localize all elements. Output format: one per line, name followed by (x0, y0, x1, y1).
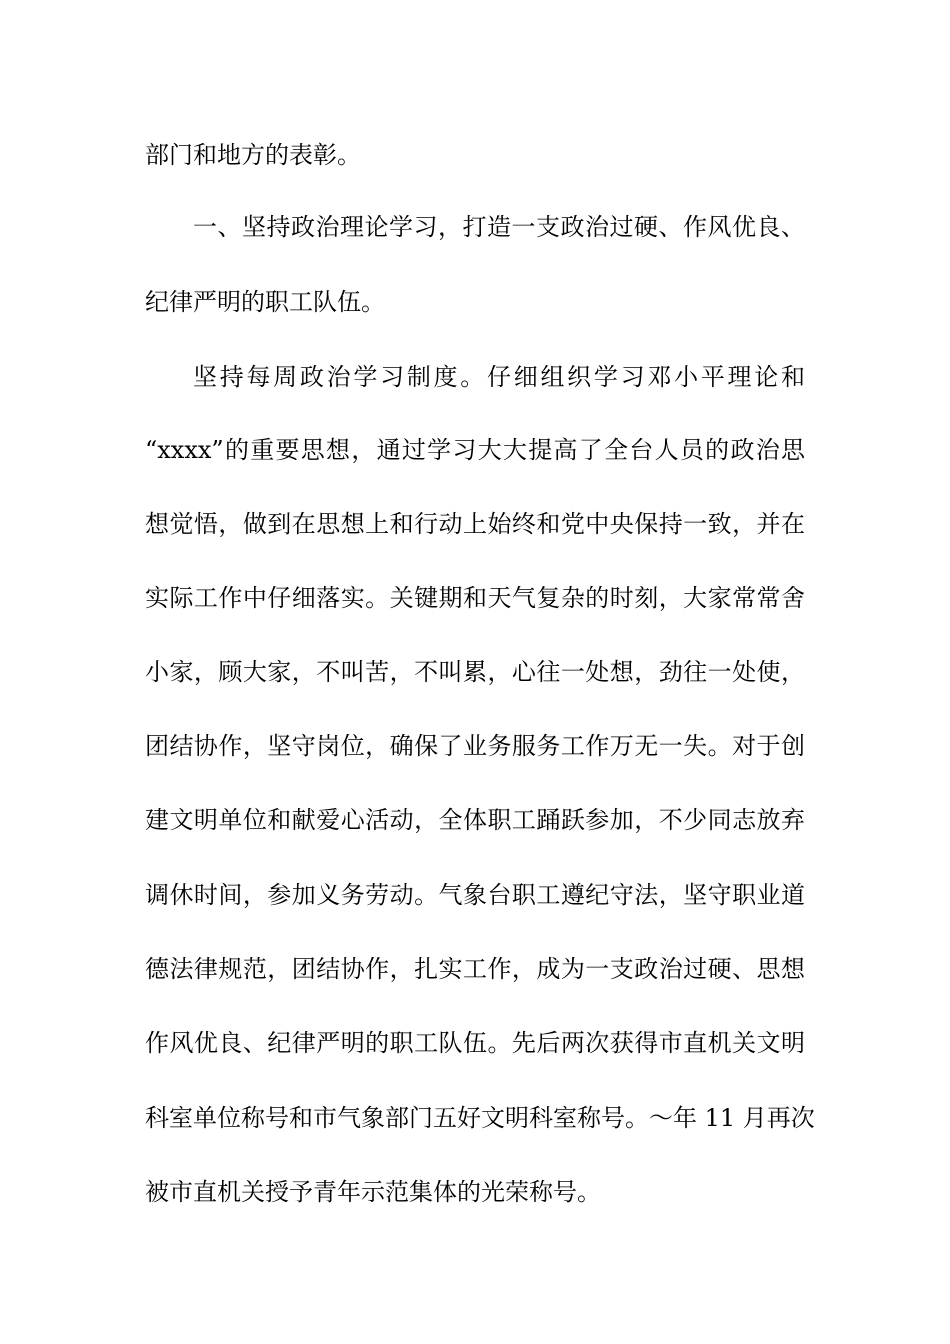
paragraph-line-12: 被市直机关授予青年示范集体的光荣称号。 (145, 1178, 601, 1206)
text-line-1: 部门和地方的表彰。 (145, 141, 361, 169)
section-heading-line-2: 纪律严明的职工队伍。 (145, 288, 385, 316)
paragraph-line-11: 科室单位称号和市气象部门五好文明科室称号。～年 11 月再次 (145, 1104, 815, 1132)
paragraph-line-3: 想觉悟，做到在思想上和行动上始终和党中央保持一致，并在 (145, 510, 805, 538)
paragraph-line-5: 小家，顾大家，不叫苦，不叫累，心往一处想，劲往一处使， (145, 658, 805, 686)
section-heading-line-1: 一、坚持政治理论学习，打造一支政治过硬、作风优良、 (193, 213, 805, 241)
paragraph-line-4: 实际工作中仔细落实。关键期和天气复杂的时刻，大家常常舍 (145, 584, 805, 612)
paragraph-line-1: 坚持每周政治学习制度。仔细组织学习邓小平理论和 (193, 363, 805, 391)
paragraph-line-7: 建文明单位和献爱心活动，全体职工踊跃参加，不少同志放弃 (145, 806, 805, 834)
paragraph-line-10: 作风优良、纪律严明的职工队伍。先后两次获得市直机关文明 (145, 1029, 805, 1057)
paragraph-line-8: 调休时间，参加义务劳动。气象台职工遵纪守法，坚守职业道 (145, 881, 805, 909)
paragraph-line-2: “xxxx”的重要思想，通过学习大大提高了全台人员的政治思 (145, 436, 805, 464)
paragraph-line-9: 德法律规范，团结协作，扎实工作，成为一支政治过硬、思想 (145, 955, 805, 983)
paragraph-line-6: 团结协作，坚守岗位，确保了业务服务工作万无一失。对于创 (145, 732, 805, 760)
